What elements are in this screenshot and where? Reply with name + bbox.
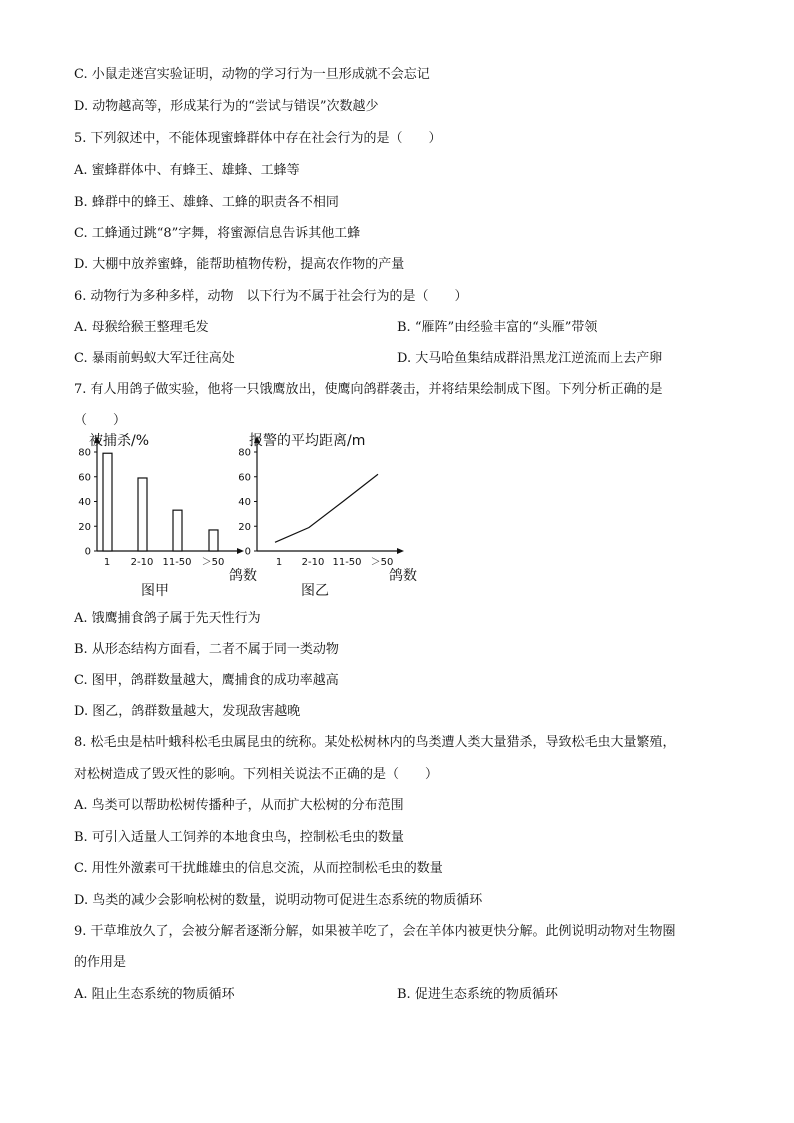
chart-title: 图乙 — [301, 583, 329, 599]
y-tick-label: 40 — [78, 497, 91, 508]
q6-option-a: A. 母猴给猴王整理毛发 — [74, 320, 209, 335]
x-axis-label: 鸽数 — [389, 568, 417, 584]
q5-stem: 5. 下列叙述中，不能体现蜜蜂群体中存在社会行为的是（ ） — [74, 131, 442, 146]
chart-yi — [238, 432, 417, 599]
x-tick-label: 11-50 — [332, 557, 362, 568]
q8-stem-line1: 8. 松毛虫是枯叶蛾科松毛虫属昆虫的统称。某处松树林内的鸟类遭人类大量猎杀，导致松毛虫大量繁殖， — [74, 735, 676, 750]
x-tick-label: ＞50 — [370, 557, 394, 568]
x-tick-label: ＞50 — [201, 557, 225, 568]
q5-option-a: A. 蜜蜂群体中、有蜂王、雄蜂、工蜂等 — [74, 163, 300, 178]
q8-stem-line2: 对松树造成了毁灭性的影响。下列相关说法不正确的是（ ） — [74, 767, 439, 782]
x-tick-label: 1 — [275, 557, 283, 568]
bar — [138, 478, 147, 551]
y-axis-label: 被捕杀/% — [89, 433, 150, 449]
q7-option-b: B. 从形态结构方面看，二者不属于同一类动物 — [74, 642, 339, 657]
x-axis-label: 鸽数 — [229, 568, 257, 584]
q8-option-d: D. 鸟类的减少会影响松树的数量，说明动物可促进生态系统的物质循环 — [74, 893, 483, 908]
q5-option-d: D. 大棚中放养蜜蜂，能帮助植物传粉，提高农作物的产量 — [74, 257, 405, 272]
q9-option-a: A. 阻止生态系统的物质循环 — [74, 987, 235, 1002]
q8-option-c: C. 用性外激素可干扰雌雄虫的信息交流，从而控制松毛虫的数量 — [74, 861, 443, 876]
y-tick-label: 80 — [238, 447, 251, 459]
x-tick-label: 11-50 — [162, 557, 192, 568]
y-tick-label: 0 — [84, 546, 91, 558]
bar — [209, 530, 218, 551]
series-line — [275, 474, 378, 542]
q7-option-a: A. 饿鹰捕食鸽子属于先天性行为 — [74, 611, 261, 626]
q7-option-d: D. 图乙，鸽群数量越大，发现敌害越晚 — [74, 704, 301, 719]
q6-option-b: B. “雁阵”由经验丰富的“头雁”带领 — [397, 320, 598, 335]
y-tick-label: 20 — [78, 521, 91, 533]
q7-stem-bracket: （ ） — [74, 413, 127, 428]
q7-stem: 7. 有人用鸽子做实验，他将一只饿鹰放出，使鹰向鸽群袭击，并将结果绘制成下图。下列分析正确的是 — [74, 382, 663, 397]
q4-option-c: C. 小鼠走迷宫实验证明，动物的学习行为一旦形成就不会忘记 — [74, 67, 430, 82]
q9-stem-line2: 的作用是 — [74, 955, 127, 970]
q6-option-d: D. 大马哈鱼集结成群沿黑龙江逆流而上去产卵 — [397, 351, 663, 366]
y-tick-label: 60 — [238, 472, 251, 484]
x-axis-arrow — [237, 548, 244, 554]
y-tick-label: 80 — [78, 447, 91, 459]
y-tick-label: 40 — [238, 497, 251, 508]
q4-option-d: D. 动物越高等，形成某行为的“尝试与错误”次数越少 — [74, 99, 379, 114]
y-tick-label: 60 — [78, 472, 91, 484]
q7-figure — [60, 430, 440, 605]
chart-jia — [78, 432, 257, 599]
bar — [103, 453, 112, 551]
q9-stem-line1: 9. 干草堆放久了，会被分解者逐渐分解，如果被羊吃了，会在羊体内被更快分解。此例说明动物对生物圈 — [74, 924, 676, 939]
y-axis-label: 报警的平均距离/m — [249, 433, 366, 449]
x-tick-label: 1 — [103, 557, 111, 568]
y-tick-label: 20 — [238, 521, 251, 533]
q5-option-b: B. 蜂群中的蜂王、雄蜂、工蜂的职责各不相同 — [74, 195, 339, 210]
q6-option-c: C. 暴雨前蚂蚁大军迁往高处 — [74, 351, 235, 366]
q6-stem: 6. 动物行为多种多样，动物 以下行为不属于社会行为的是（ ） — [74, 289, 468, 304]
y-tick-label: 0 — [244, 546, 251, 558]
x-tick-label: 2-10 — [130, 557, 154, 568]
x-axis-arrow — [397, 548, 404, 554]
q7-option-c: C. 图甲，鸽群数量越大，鹰捕食的成功率越高 — [74, 673, 339, 688]
chart-title: 图甲 — [141, 583, 169, 599]
q7-charts-svg — [60, 430, 440, 605]
q5-option-c: C. 工蜂通过跳“8”字舞，将蜜源信息告诉其他工蜂 — [74, 226, 361, 241]
q8-option-a: A. 鸟类可以帮助松树传播种子，从而扩大松树的分布范围 — [74, 798, 404, 813]
q9-option-b: B. 促进生态系统的物质循环 — [397, 987, 558, 1002]
x-tick-label: 2-10 — [301, 557, 325, 568]
bar — [173, 510, 182, 551]
q8-option-b: B. 可引入适量人工饲养的本地食虫鸟，控制松毛虫的数量 — [74, 830, 404, 845]
